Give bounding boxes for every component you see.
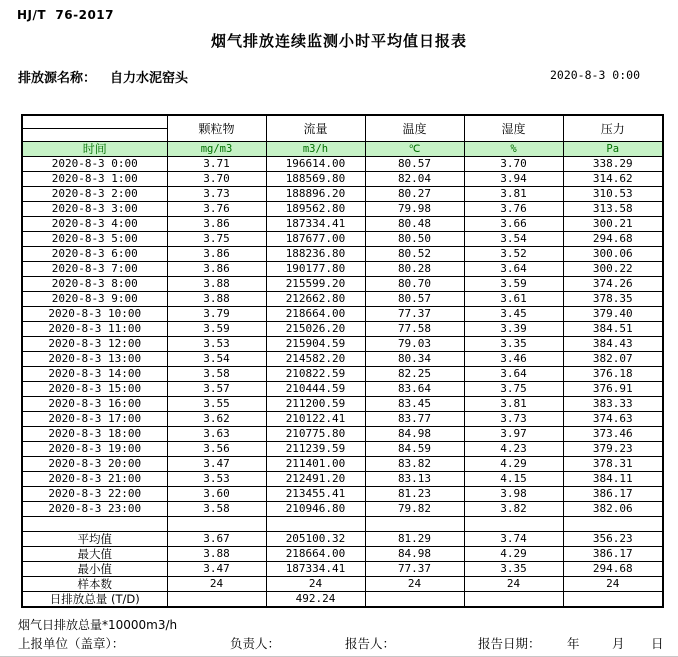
- flow-cell: 187334.41: [266, 217, 365, 232]
- pressure-cell: 376.91: [563, 382, 663, 397]
- time-cell: 2020-8-3 16:00: [22, 397, 167, 412]
- table-row: [22, 277, 663, 292]
- temperature-cell: 77.37: [365, 307, 464, 322]
- source-label: 排放源名称：: [18, 71, 97, 86]
- summary-label-cell: 平均值: [22, 532, 167, 547]
- pressure-cell: 294.68: [563, 232, 663, 247]
- summary-temperature-cell: 81.29: [365, 532, 464, 547]
- flow-cell: 212491.20: [266, 472, 365, 487]
- particulate-cell: 3.53: [167, 337, 266, 352]
- humidity-cell: 3.66: [464, 217, 563, 232]
- summary-flow-cell: 24: [266, 577, 365, 592]
- flow-cell: 215904.59: [266, 337, 365, 352]
- humidity-cell: 3.81: [464, 187, 563, 202]
- summary-humidity-cell: 24: [464, 577, 563, 592]
- flow-cell: 215599.20: [266, 277, 365, 292]
- humidity-cell: 3.45: [464, 307, 563, 322]
- pressure-cell: 384.51: [563, 322, 663, 337]
- table-row: [22, 322, 663, 337]
- footer-note: 烟气日排放总量*10000m3/h: [18, 618, 178, 632]
- flow-cell: 211239.59: [266, 442, 365, 457]
- humidity-cell: 3.73: [464, 412, 563, 427]
- temperature-cell: 84.59: [365, 442, 464, 457]
- pressure-cell: 314.62: [563, 172, 663, 187]
- time-cell: 2020-8-3 17:00: [22, 412, 167, 427]
- report-datetime: 2020-8-3 0:00: [549, 68, 640, 82]
- flow-cell: 214582.20: [266, 352, 365, 367]
- year-label: 年: [567, 636, 580, 651]
- humidity-cell: 3.52: [464, 247, 563, 262]
- summary-humidity-cell: 4.29: [464, 547, 563, 562]
- spacer-cell: [266, 517, 365, 532]
- humidity-cell: 3.97: [464, 427, 563, 442]
- temperature-cell: 79.03: [365, 337, 464, 352]
- table-row: [22, 472, 663, 487]
- humidity-cell: 3.64: [464, 262, 563, 277]
- table-row: [22, 427, 663, 442]
- particulate-cell: 3.63: [167, 427, 266, 442]
- particulate-cell: 3.53: [167, 472, 266, 487]
- table-row: [22, 337, 663, 352]
- flow-cell: 189562.80: [266, 202, 365, 217]
- spacer-cell: [563, 517, 663, 532]
- temperature-cell: 83.64: [365, 382, 464, 397]
- time-cell: 2020-8-3 21:00: [22, 472, 167, 487]
- time-cell: 2020-8-3 20:00: [22, 457, 167, 472]
- particulate-cell: 3.58: [167, 502, 266, 517]
- pressure-cell: 384.43: [563, 337, 663, 352]
- humidity-cell: 3.94: [464, 172, 563, 187]
- humidity-cell: 3.70: [464, 157, 563, 172]
- flow-cell: 188896.20: [266, 187, 365, 202]
- pressure-cell: 373.46: [563, 427, 663, 442]
- summary-pressure-cell: 294.68: [563, 562, 663, 577]
- summary-label-cell: 最大值: [22, 547, 167, 562]
- table-row: [22, 442, 663, 457]
- pressure-cell: 374.63: [563, 412, 663, 427]
- particulate-cell: 3.54: [167, 352, 266, 367]
- summary-temperature-cell: 84.98: [365, 547, 464, 562]
- table-row: [22, 247, 663, 262]
- pressure-cell: 379.23: [563, 442, 663, 457]
- summary-flow-cell: 187334.41: [266, 562, 365, 577]
- report-title: 烟气排放连续监测小时平均值日报表: [210, 32, 467, 50]
- temperature-cell: 80.48: [365, 217, 464, 232]
- humidity-cell: 3.61: [464, 292, 563, 307]
- summary-temperature-cell: [365, 592, 464, 608]
- particulate-cell: 3.76: [167, 202, 266, 217]
- particulate-cell: 3.86: [167, 217, 266, 232]
- humidity-cell: 3.82: [464, 502, 563, 517]
- humidity-cell: 4.23: [464, 442, 563, 457]
- column-header-pressure: 压力: [563, 115, 663, 142]
- summary-pressure-cell: 386.17: [563, 547, 663, 562]
- spacer-cell: [365, 517, 464, 532]
- reporter-label: 报告人：: [345, 636, 396, 651]
- temperature-cell: 80.50: [365, 232, 464, 247]
- pressure-cell: 338.29: [563, 157, 663, 172]
- column-header-humidity: 湿度: [464, 115, 563, 142]
- time-cell: 2020-8-3 8:00: [22, 277, 167, 292]
- flow-cell: 188236.80: [266, 247, 365, 262]
- time-cell: 2020-8-3 15:00: [22, 382, 167, 397]
- pressure-cell: 378.35: [563, 292, 663, 307]
- header-spacer-cell-top: [22, 115, 167, 129]
- humidity-cell: 3.81: [464, 397, 563, 412]
- temperature-cell: 83.82: [365, 457, 464, 472]
- summary-temperature-cell: 77.37: [365, 562, 464, 577]
- summary-particulate-cell: 3.67: [167, 532, 266, 547]
- flow-cell: 190177.80: [266, 262, 365, 277]
- pressure-cell: 386.17: [563, 487, 663, 502]
- column-header-temperature: 温度: [365, 115, 464, 142]
- temperature-cell: 83.77: [365, 412, 464, 427]
- humidity-cell: 3.39: [464, 322, 563, 337]
- humidity-cell: 3.64: [464, 367, 563, 382]
- table-row: [22, 217, 663, 232]
- table-row: [22, 487, 663, 502]
- pressure-cell: 374.26: [563, 277, 663, 292]
- table-row: [22, 172, 663, 187]
- summary-pressure-cell: 24: [563, 577, 663, 592]
- table-row: [22, 382, 663, 397]
- temperature-cell: 80.70: [365, 277, 464, 292]
- summary-row: [22, 562, 663, 577]
- temperature-cell: 77.58: [365, 322, 464, 337]
- time-cell: 2020-8-3 14:00: [22, 367, 167, 382]
- particulate-cell: 3.70: [167, 172, 266, 187]
- time-cell: 2020-8-3 18:00: [22, 427, 167, 442]
- summary-particulate-cell: [167, 592, 266, 608]
- pressure-cell: 376.18: [563, 367, 663, 382]
- table-row: [22, 202, 663, 217]
- report-unit-label: 上报单位（盖章）：: [18, 636, 125, 651]
- table-row: [22, 412, 663, 427]
- table-row: [22, 502, 663, 517]
- time-cell: 2020-8-3 11:00: [22, 322, 167, 337]
- humidity-cell: 4.29: [464, 457, 563, 472]
- particulate-cell: 3.47: [167, 457, 266, 472]
- summary-particulate-cell: 24: [167, 577, 266, 592]
- humidity-cell: 3.54: [464, 232, 563, 247]
- particulate-cell: 3.60: [167, 487, 266, 502]
- particulate-cell: 3.58: [167, 367, 266, 382]
- time-cell: 2020-8-3 7:00: [22, 262, 167, 277]
- standard-code: HJ/T 76-2017: [17, 8, 115, 22]
- temperature-cell: 82.04: [365, 172, 464, 187]
- temperature-cell: 80.27: [365, 187, 464, 202]
- temperature-cell: 81.23: [365, 487, 464, 502]
- table-row: [22, 307, 663, 322]
- pressure-cell: 379.40: [563, 307, 663, 322]
- temperature-cell: 84.98: [365, 427, 464, 442]
- footer-signature-line: [0, 634, 678, 652]
- particulate-cell: 3.55: [167, 397, 266, 412]
- time-header: 时间: [22, 142, 167, 157]
- temperature-cell: 80.34: [365, 352, 464, 367]
- summary-flow-cell: 205100.32: [266, 532, 365, 547]
- column-header-flow: 流量: [266, 115, 365, 142]
- report-table: [21, 114, 664, 608]
- temperature-cell: 83.45: [365, 397, 464, 412]
- particulate-cell: 3.88: [167, 277, 266, 292]
- time-cell: 2020-8-3 23:00: [22, 502, 167, 517]
- humidity-cell: 3.98: [464, 487, 563, 502]
- spacer-cell: [167, 517, 266, 532]
- unit-row: [22, 142, 663, 157]
- summary-pressure-cell: 356.23: [563, 532, 663, 547]
- humidity-cell: 3.76: [464, 202, 563, 217]
- humidity-cell: 3.46: [464, 352, 563, 367]
- particulate-cell: 3.56: [167, 442, 266, 457]
- emission-source: [18, 67, 188, 86]
- table-row: [22, 157, 663, 172]
- pressure-cell: 300.22: [563, 262, 663, 277]
- spacer-row: [22, 517, 663, 532]
- flow-cell: 196614.00: [266, 157, 365, 172]
- source-name: 自力水泥窑头: [110, 71, 189, 86]
- time-cell: 2020-8-3 12:00: [22, 337, 167, 352]
- table-row: [22, 292, 663, 307]
- pressure-cell: 378.31: [563, 457, 663, 472]
- responsible-label: 负责人：: [230, 636, 281, 651]
- time-cell: 2020-8-3 10:00: [22, 307, 167, 322]
- particulate-cell: 3.86: [167, 262, 266, 277]
- temperature-cell: 80.57: [365, 292, 464, 307]
- pressure-cell: 382.07: [563, 352, 663, 367]
- unit-pressure: Pa: [563, 142, 663, 157]
- table-row: [22, 232, 663, 247]
- summary-temperature-cell: 24: [365, 577, 464, 592]
- header-row-top: [22, 115, 663, 129]
- table-row: [22, 187, 663, 202]
- spacer-cell: [22, 517, 167, 532]
- summary-humidity-cell: 3.74: [464, 532, 563, 547]
- pressure-cell: 310.53: [563, 187, 663, 202]
- pressure-cell: 300.21: [563, 217, 663, 232]
- time-cell: 2020-8-3 0:00: [22, 157, 167, 172]
- temperature-cell: 80.57: [365, 157, 464, 172]
- time-cell: 2020-8-3 1:00: [22, 172, 167, 187]
- time-cell: 2020-8-3 9:00: [22, 292, 167, 307]
- time-cell: 2020-8-3 6:00: [22, 247, 167, 262]
- summary-label-cell: 最小值: [22, 562, 167, 577]
- pressure-cell: 383.33: [563, 397, 663, 412]
- flow-cell: 210775.80: [266, 427, 365, 442]
- humidity-cell: 3.35: [464, 337, 563, 352]
- table-row: [22, 367, 663, 382]
- time-cell: 2020-8-3 2:00: [22, 187, 167, 202]
- time-cell: 2020-8-3 19:00: [22, 442, 167, 457]
- time-cell: 2020-8-3 3:00: [22, 202, 167, 217]
- summary-row: [22, 592, 663, 608]
- table-row: [22, 262, 663, 277]
- particulate-cell: 3.73: [167, 187, 266, 202]
- month-label: 月: [612, 636, 625, 651]
- flow-cell: 218664.00: [266, 307, 365, 322]
- temperature-cell: 79.82: [365, 502, 464, 517]
- table-row: [22, 352, 663, 367]
- summary-particulate-cell: 3.88: [167, 547, 266, 562]
- temperature-cell: 80.28: [365, 262, 464, 277]
- table-row: [22, 397, 663, 412]
- summary-pressure-cell: [563, 592, 663, 608]
- particulate-cell: 3.57: [167, 382, 266, 397]
- humidity-cell: 3.75: [464, 382, 563, 397]
- summary-particulate-cell: 3.47: [167, 562, 266, 577]
- time-cell: 2020-8-3 22:00: [22, 487, 167, 502]
- humidity-cell: 3.59: [464, 277, 563, 292]
- time-cell: 2020-8-3 5:00: [22, 232, 167, 247]
- day-label: 日: [651, 636, 664, 651]
- spacer-cell: [464, 517, 563, 532]
- time-cell: 2020-8-3 4:00: [22, 217, 167, 232]
- summary-row: [22, 532, 663, 547]
- summary-flow-cell: 492.24: [266, 592, 365, 608]
- particulate-cell: 3.86: [167, 247, 266, 262]
- unit-flow: m3/h: [266, 142, 365, 157]
- unit-particulate: mg/m3: [167, 142, 266, 157]
- flow-cell: 215026.20: [266, 322, 365, 337]
- particulate-cell: 3.62: [167, 412, 266, 427]
- flow-cell: 210122.41: [266, 412, 365, 427]
- summary-row: [22, 547, 663, 562]
- particulate-cell: 3.88: [167, 292, 266, 307]
- temperature-cell: 82.25: [365, 367, 464, 382]
- particulate-cell: 3.59: [167, 322, 266, 337]
- summary-label-cell: 样本数: [22, 577, 167, 592]
- particulate-cell: 3.79: [167, 307, 266, 322]
- temperature-cell: 80.52: [365, 247, 464, 262]
- flow-cell: 211200.59: [266, 397, 365, 412]
- particulate-cell: 3.71: [167, 157, 266, 172]
- flow-cell: 213455.41: [266, 487, 365, 502]
- summary-flow-cell: 218664.00: [266, 547, 365, 562]
- flow-cell: 211401.00: [266, 457, 365, 472]
- flow-cell: 210444.59: [266, 382, 365, 397]
- header-spacer-cell-bottom: [22, 129, 167, 142]
- pressure-cell: 382.06: [563, 502, 663, 517]
- summary-humidity-cell: [464, 592, 563, 608]
- summary-label-cell: 日排放总量 (T/D): [22, 592, 167, 608]
- unit-humidity: %: [464, 142, 563, 157]
- flow-cell: 212662.80: [266, 292, 365, 307]
- pressure-cell: 384.11: [563, 472, 663, 487]
- flow-cell: 187677.00: [266, 232, 365, 247]
- pressure-cell: 313.58: [563, 202, 663, 217]
- summary-humidity-cell: 3.35: [464, 562, 563, 577]
- particulate-cell: 3.75: [167, 232, 266, 247]
- table-row: [22, 457, 663, 472]
- unit-temperature: ℃: [365, 142, 464, 157]
- flow-cell: 210946.80: [266, 502, 365, 517]
- summary-row: [22, 577, 663, 592]
- column-header-particulate: 颗粒物: [167, 115, 266, 142]
- temperature-cell: 83.13: [365, 472, 464, 487]
- flow-cell: 188569.80: [266, 172, 365, 187]
- pressure-cell: 300.06: [563, 247, 663, 262]
- time-cell: 2020-8-3 13:00: [22, 352, 167, 367]
- humidity-cell: 4.15: [464, 472, 563, 487]
- temperature-cell: 79.98: [365, 202, 464, 217]
- report-date-label: 报告日期：: [478, 636, 541, 651]
- flow-cell: 210822.59: [266, 367, 365, 382]
